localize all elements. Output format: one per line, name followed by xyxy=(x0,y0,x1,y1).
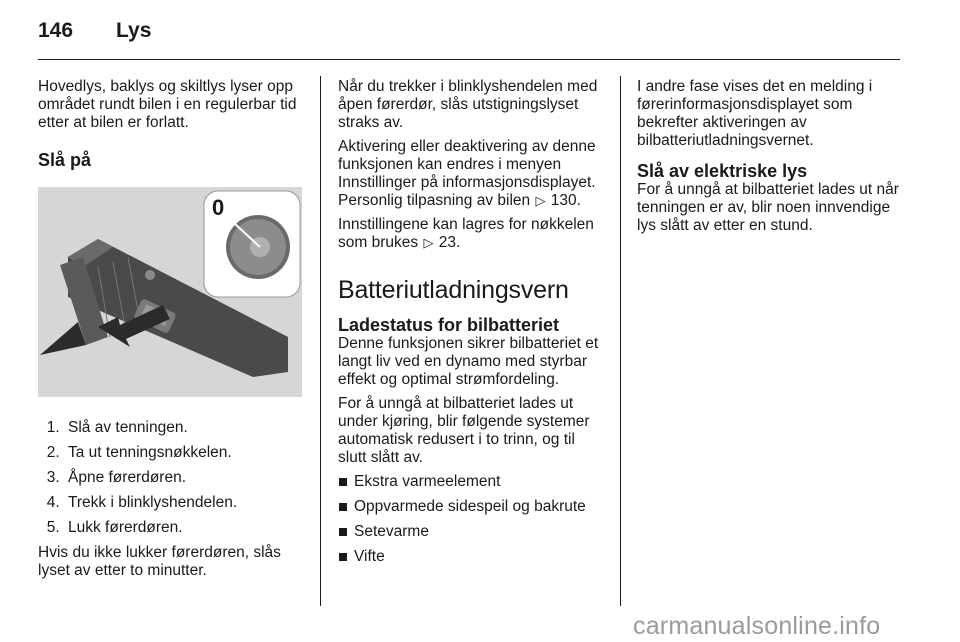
list-item-text: Vifte xyxy=(354,548,385,565)
section-title-battery-protection: Batteriutladningsvern xyxy=(338,276,569,304)
page-reference-link[interactable]: 23. xyxy=(438,234,461,251)
steps-list xyxy=(38,419,306,537)
paragraph-exit-light: Når du trekker i blinklyshendelen med åpen førerdør, slås utstigningslyset straks av. xyxy=(338,78,598,131)
list-item-text: Oppvarmede sidespeil og bakrute xyxy=(354,498,586,515)
list-item: 2. Ta ut tenningsnøkkelen. xyxy=(64,444,306,462)
list-item xyxy=(338,498,604,516)
list-item xyxy=(338,548,604,566)
paragraph-systems-reduced: For å unngå at bilbatteriet lades ut under kjøring, blir følgende systemer automatisk redusert i to trinn, og til slutt slått av. xyxy=(338,395,590,466)
section-heading-turn-off-lights: Slå av elektriske lys xyxy=(637,161,808,181)
outro-paragraph: Hvis du ikke lukker førerdøren, slås lyset av etter to minutter. xyxy=(38,544,281,579)
chapter-title: Lys xyxy=(116,19,152,42)
list-item xyxy=(338,473,604,491)
square-bullet-icon xyxy=(339,528,347,536)
list-item: 3. Åpne førerdøren. xyxy=(64,469,306,487)
square-bullet-icon xyxy=(339,478,347,486)
page-reference-icon: ▷ xyxy=(535,193,546,208)
header-rule xyxy=(38,59,900,60)
list-item xyxy=(338,523,604,541)
column-divider xyxy=(620,76,621,606)
page-number: 146 xyxy=(38,19,74,42)
intro-paragraph: Hovedlys, baklys og skiltlys lyser opp området rundt bilen i en regulerbar tid etter at bilen er forlatt. xyxy=(38,78,297,131)
column-middle xyxy=(338,78,604,573)
paragraph-settings xyxy=(338,138,604,210)
list-item: 1. Slå av tenningen. xyxy=(64,419,306,437)
paragraph-text: Innstillingene kan lagres for nøkkelen som brukes xyxy=(338,216,594,251)
paragraph-key-settings xyxy=(338,216,604,252)
dial-label: 0 xyxy=(212,195,225,220)
paragraph-battery-life: Denne funksjonen sikrer bilbatteriet et langt liv ved en dynamo med styrbar effekt og optimal strømfordeling. xyxy=(338,335,599,388)
section-heading-turn-on: Slå på xyxy=(38,150,92,170)
square-bullet-icon xyxy=(339,503,347,511)
column-divider xyxy=(320,76,321,606)
paragraph-text: Aktivering eller deaktivering av denne funksjonen kan endres i menyen Innstillinger på informasjonsdisplayet. Personlig tilpasning av bilen xyxy=(338,138,596,209)
column-left xyxy=(38,78,306,586)
list-item-text: Ekstra varmeelement xyxy=(354,473,501,490)
lever-drawing xyxy=(38,187,302,397)
page-reference-link[interactable]: 130. xyxy=(550,192,581,209)
site-watermark: carmanualsonline.info xyxy=(633,612,881,640)
page-reference-icon: ▷ xyxy=(423,235,434,250)
list-item-text: Setevarme xyxy=(354,523,429,540)
square-bullet-icon xyxy=(339,553,347,561)
lever-illustration xyxy=(38,187,302,397)
paragraph-second-phase: I andre fase vises det en melding i førerinformasjonsdisplayet som bekrefter aktiveringen av bilbatteriutladningsvernet. xyxy=(637,78,873,149)
paragraph-interior-lights: For å unngå at bilbatteriet lades ut når tenningen er av, blir noen innvendige lys slått av etter en stund. xyxy=(637,181,899,234)
list-item: 4. Trekk i blinklyshendelen. xyxy=(64,494,306,512)
column-right xyxy=(637,78,903,241)
systems-list xyxy=(338,473,604,566)
subsection-title-charge-status: Ladestatus for bilbatteriet xyxy=(338,315,560,335)
list-item: 5. Lukk førerdøren. xyxy=(64,519,306,537)
